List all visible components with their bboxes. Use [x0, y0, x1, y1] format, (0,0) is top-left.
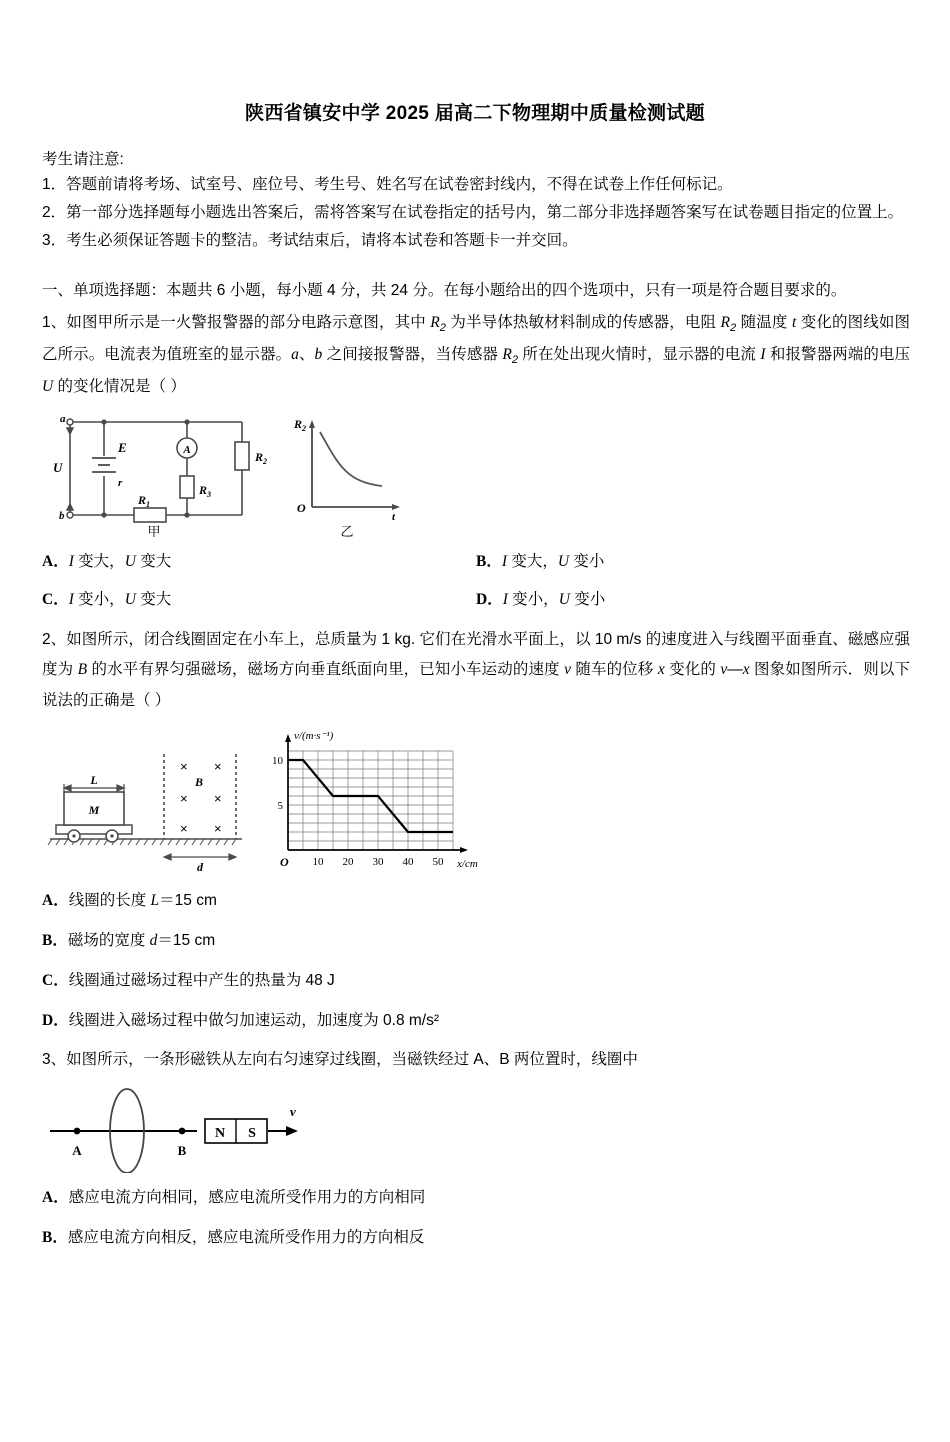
option-1-a-label: A．	[42, 553, 69, 571]
thermistor-curve	[320, 432, 382, 486]
circuit-and-graph-svg	[42, 412, 422, 537]
magnet-coil-svg	[42, 1083, 342, 1173]
question-3-text	[42, 1048, 910, 1073]
resistor-r1-label: $R_1$	[138, 493, 151, 510]
field-strength-label: B	[194, 774, 204, 789]
option-3-a[interactable]	[42, 1185, 910, 1207]
question-3	[42, 1048, 910, 1247]
option-row-cd	[42, 587, 910, 609]
magnet-north-label: N	[214, 1125, 226, 1141]
chart-xlabel: x/cm	[457, 857, 478, 870]
page-body	[0, 147, 950, 1247]
option-1-d-label: D．	[476, 591, 503, 609]
option-2-b-text: 磁场的宽度 d＝15 cm	[67, 931, 216, 949]
question-3-body: 如图所示，一条形磁铁从左向右匀速穿过线圈，当磁铁经过 A、B 两位置时，线圈中	[66, 1050, 638, 1068]
field-into-page-symbols	[180, 759, 222, 836]
velocity-arrowhead	[286, 1126, 298, 1136]
option-3-b[interactable]	[42, 1225, 910, 1247]
option-1-b[interactable]	[476, 549, 910, 571]
graph-y-axis-label: $R_2$	[294, 417, 307, 434]
terminal-a-dot	[67, 419, 73, 425]
chart-xtick-20: 20	[342, 855, 354, 868]
question-3-number: 3、	[42, 1050, 67, 1068]
option-row-ab	[42, 549, 910, 571]
option-1-c-label: C．	[42, 591, 69, 609]
point-b-label: B	[177, 1142, 187, 1158]
section-heading: 一、单项选择题：本题共 6 小题，每小题 4 分，共 24 分。在每小题给出的四个选项中，只有一项是符合题目要求的。	[42, 282, 847, 300]
option-2-c[interactable]	[42, 968, 910, 990]
circuit-caption: 甲	[147, 524, 161, 538]
question-1-text: 1、如图甲所示是一火警报警器的部分电路示意图，其中 $R_2$ 为半导体热敏材料制成的传感器，电阻 $R_2$ 随温度 t 变化的图线如图乙所示。电流表为值班室的显示器。a、b 之间接报警器，当传感器 $R_2$ 所在处出现火情时，显示器的电流 I 和报警器两端的电压 U 的变化情况是（ ）	[42, 314, 911, 395]
question-1	[42, 308, 910, 609]
internal-resistance-label: r	[118, 477, 123, 490]
page-title: 陕西省镇安中学 2025 届高二下物理期中质量检测试题	[245, 103, 705, 124]
chart-gridlines	[288, 751, 453, 850]
question-3-figure	[42, 1083, 910, 1173]
point-b-dot	[179, 1127, 186, 1134]
question-2-text: 2、如图所示，闭合线圈固定在小车上，总质量为 1 kg. 它们在光滑水平面上，以 10 m/s 的速度进入与线圈平面垂直、磁感应强度为 B 的水平有界匀强磁场，磁场方向垂直纸面向里，已知小车运动的速度 v 随车的位移 x 变化的 v—x 图象如图所示．则以下说法的正确是（ ）	[42, 631, 910, 709]
question-2-number: 2、	[42, 631, 67, 649]
terminal-b-dot	[67, 512, 73, 518]
resistor-r2-label: $R_2$	[255, 450, 268, 467]
notice-heading: 考生请注意:	[42, 151, 124, 168]
chart-xtick-50: 50	[432, 855, 444, 868]
svg-text:×: ×	[180, 758, 188, 774]
option-2-c-text: 线圈通过磁场过程中产生的热量为 48 J	[68, 971, 335, 989]
option-2-b[interactable]	[42, 928, 910, 950]
option-3-b-text: 感应电流方向相反，感应电流所受作用力的方向相反	[67, 1228, 425, 1246]
question-3-options	[42, 1185, 910, 1247]
option-1-b-text: I 变大，U 变小	[501, 553, 605, 571]
option-3-a-label: A．	[42, 1188, 69, 1206]
chart-xtick-10: 10	[312, 855, 324, 868]
svg-text:×: ×	[214, 790, 222, 806]
option-3-b-label: B．	[42, 1228, 68, 1246]
point-a-dot	[74, 1127, 81, 1134]
cart-mass-label: M	[88, 802, 100, 817]
chart-xtick-30: 30	[372, 855, 384, 868]
velocity-label: v	[290, 1103, 296, 1119]
notice-item-2: 2．第一部分选择题每小题选出答案后，需将答案写在试卷指定的括号内，第二部分非选择题答案写在试卷题目指定的位置上。	[42, 204, 904, 222]
coil-length-label: L	[90, 772, 98, 787]
question-1-number: 1、	[42, 314, 67, 332]
graph-x-axis-label: t	[392, 511, 396, 524]
option-2-a[interactable]	[42, 888, 910, 910]
voltage-label: U	[53, 460, 63, 476]
magnet-south-label: S	[248, 1125, 256, 1141]
chart-ytick-10: 10	[272, 754, 283, 767]
option-1-c-text: I 变小，U 变大	[68, 591, 172, 609]
svg-text:×: ×	[214, 820, 222, 836]
svg-text:×: ×	[214, 758, 222, 774]
exam-page	[0, 98, 950, 1442]
question-2-options	[42, 888, 910, 1030]
field-width-label: d	[197, 859, 203, 874]
resistor-r3	[180, 476, 194, 498]
emf-label: E	[118, 440, 127, 456]
option-2-d-label: D．	[42, 1011, 69, 1029]
option-2-c-label: C．	[42, 971, 69, 989]
question-2	[42, 625, 910, 1030]
question-2-figure	[42, 726, 910, 876]
option-2-a-label: A．	[42, 891, 69, 909]
graph-origin-label: O	[297, 501, 306, 516]
notice-item-1: 1．答题前请将考场、试室号、座位号、考生号、姓名写在试卷密封线内，不得在试卷上作任何标记。	[42, 176, 733, 193]
chart-ylabel: v/(m·s⁻¹)	[294, 729, 334, 742]
option-2-a-text: 线圈的长度 L＝15 cm	[68, 891, 217, 909]
cart-and-graph-svg	[42, 726, 482, 876]
notice-item-3: 3．考生必须保证答题卡的整洁。考试结束后，请将本试卷和答题卡一并交回。	[42, 232, 578, 250]
question-1-figure	[42, 412, 910, 537]
option-1-d[interactable]	[476, 587, 910, 609]
resistor-r2	[235, 442, 249, 470]
option-1-a[interactable]	[42, 549, 476, 571]
option-1-b-label: B．	[476, 553, 502, 571]
chart-origin-label: O	[280, 854, 289, 869]
svg-text:×: ×	[180, 790, 188, 806]
resistor-r3-label: $R_3$	[199, 483, 212, 500]
ammeter-label: A	[183, 444, 191, 457]
option-2-d[interactable]	[42, 1008, 910, 1030]
option-1-d-text: I 变小，U 变小	[502, 591, 606, 609]
resistor-r1	[134, 508, 166, 522]
option-3-a-text: 感应电流方向相同，感应电流所受作用力的方向相同	[68, 1188, 426, 1206]
graph-caption: 乙	[340, 524, 354, 538]
option-1-c[interactable]	[42, 587, 476, 609]
question-1-options	[42, 549, 910, 609]
option-2-d-text: 线圈进入磁场过程中做匀加速运动，加速度为 0.8 m/s²	[68, 1011, 439, 1029]
point-a-label: A	[72, 1142, 82, 1158]
terminal-a-label: a	[60, 413, 66, 426]
chart-ytick-5: 5	[277, 799, 283, 812]
terminal-b-label: b	[59, 510, 65, 523]
option-2-b-label: B．	[42, 931, 68, 949]
cart-chassis	[56, 825, 132, 834]
option-1-a-text: I 变大，U 变大	[68, 553, 172, 571]
chart-xtick-40: 40	[402, 855, 414, 868]
svg-text:×: ×	[180, 820, 188, 836]
